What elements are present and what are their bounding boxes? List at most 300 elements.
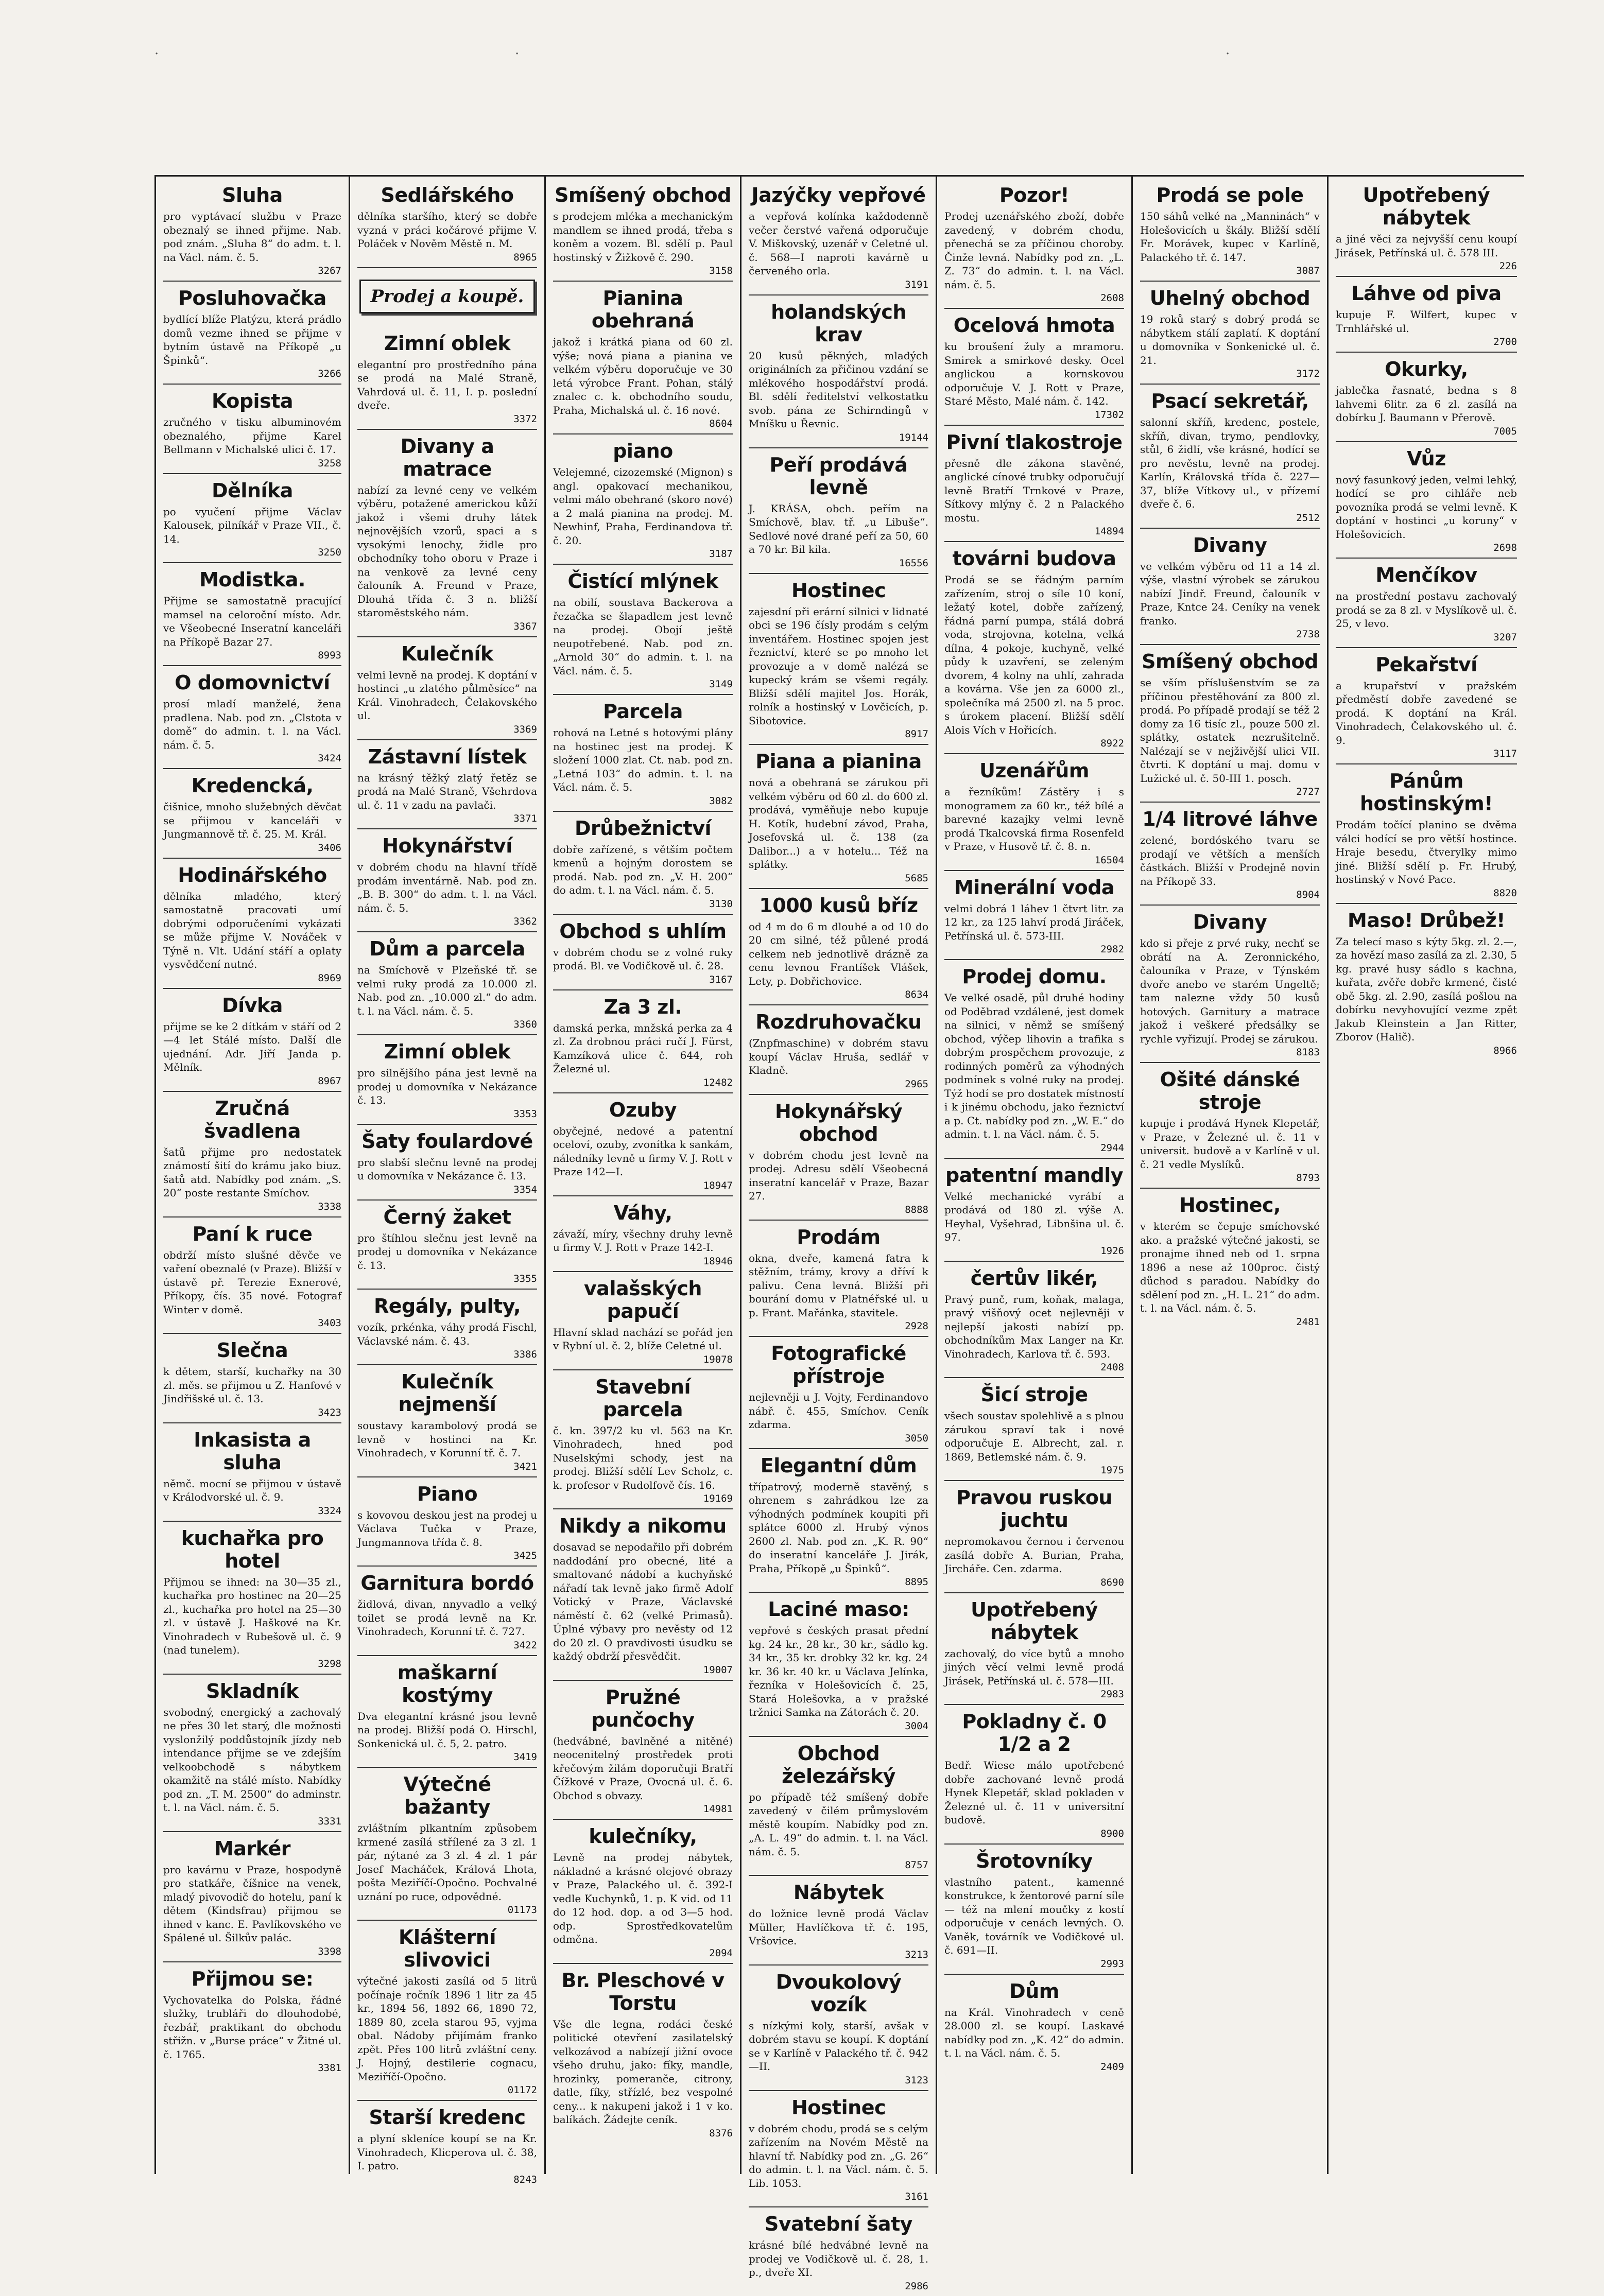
ad-text: všech soustav spolehlivě a s plnou zárukou spraví tak i nové odporučuje E. Albrecht, zal. r. 1869, Betlemské nám. č. 9. bbox=[944, 1410, 1124, 1463]
ad-number: 3191 bbox=[905, 279, 928, 290]
ad-text: němč. mocní se přijmou v ústavě v Králodvorské ul. č. 9. bbox=[163, 1477, 341, 1503]
classified-ad bbox=[357, 268, 537, 327]
ad-text: šatů přijme pro nedostatek známostí šití do krámu jako biuz. šatů atd. Nabídky pod znám. „S. 20“ poste restante Smíchov. bbox=[163, 1145, 341, 1199]
classified-ad bbox=[357, 932, 537, 1035]
ad-text: Dva elegantní krásné jsou levně na prodej. Bližší podá O. Hirschl, Sonkenická ul. č. 5, 2. patro. bbox=[357, 1710, 537, 1750]
ad-heading: Zimní oblek bbox=[384, 1040, 511, 1063]
ad-text: Velejemné, cizozemské (Mignon) s angl. opakovací mechanikou, velmi málo obehrané (skoro nové) a 2 malá pianina na prodej. M. Newhinf, Praha, Ferdinandova tř. č. 20. bbox=[553, 466, 733, 547]
ad-number: 8917 bbox=[905, 728, 928, 740]
classified-ad bbox=[357, 1921, 537, 2101]
ad-number: 2944 bbox=[1100, 1142, 1124, 1154]
ad-number: 8895 bbox=[905, 1576, 928, 1588]
ad-number: 3187 bbox=[709, 548, 733, 560]
ad-heading: Psací sekretář, bbox=[1151, 390, 1309, 412]
ad-heading: Kopista bbox=[211, 390, 294, 412]
classified-ad bbox=[163, 1423, 341, 1522]
ad-heading: Pekařství bbox=[1375, 653, 1477, 676]
classified-ad bbox=[944, 179, 1124, 309]
ad-number: 3423 bbox=[318, 1406, 341, 1418]
ad-number: 8900 bbox=[1100, 1828, 1124, 1839]
ad-heading: Pianina obehraná bbox=[591, 287, 695, 332]
ad-number: 8820 bbox=[1493, 887, 1517, 899]
classified-ad bbox=[553, 179, 733, 282]
ad-heading: maškarní kostýmy bbox=[397, 1661, 497, 1707]
ad-text: Prodej uzenářského zboží, dobře zavedený, v dobrém chodu, přenechá se za příčinou choroby. Činže levná. Nabídky pod zn. „L. Z. 73“ do admin. t. l. na Václ. nám. č. 5. bbox=[944, 210, 1124, 291]
ad-text: soustavy karambolový prodá se levně v hostinci na Kr. Vinohradech, v Korunní tř. č. 7. bbox=[357, 1419, 537, 1459]
ad-heading: Ozuby bbox=[609, 1098, 677, 1121]
ad-text: v dobrém chodu na hlavní třídě prodám inventárně. Nab. pod zn. „B. B. 300“ do adm. t. l. na Václ. nám. č. 5. bbox=[357, 861, 537, 914]
classified-ad bbox=[553, 1681, 733, 1820]
ad-number: 3425 bbox=[513, 1550, 537, 1561]
column-6 bbox=[1133, 177, 1329, 2174]
ad-text: pro vyptávací službu v Praze obeznalý se ihned přijme. Nab. pod znám. „Sluha 8“ do adm. t. l. na Václ. nám. č. 5. bbox=[163, 210, 341, 264]
ad-number: 2986 bbox=[905, 2280, 928, 2292]
ad-number: 1975 bbox=[1100, 1465, 1124, 1476]
classified-ad bbox=[553, 1370, 733, 1510]
ad-number: 3213 bbox=[905, 1949, 928, 1960]
ad-heading: Vůz bbox=[1407, 447, 1446, 470]
ad-number: 19169 bbox=[703, 1493, 733, 1504]
classified-ad bbox=[749, 179, 928, 295]
ad-text: damská perka, mnžská perka za 4 zl. Za drobnou práci ručí J. Fürst, Kamzíková ulice č. 644, roh Železné ul. bbox=[553, 1021, 733, 1075]
ad-number: 3158 bbox=[709, 265, 733, 276]
ad-number: 1926 bbox=[1100, 1245, 1124, 1257]
classified-ad bbox=[553, 1820, 733, 1964]
ad-heading: piano bbox=[613, 440, 673, 462]
classified-ad bbox=[749, 295, 928, 448]
classified-ad bbox=[553, 812, 733, 915]
ad-text: svobodný, energický a zachovalý ne přes 30 let starý, dle možnosti vyslonžilý poddůstojník jízdy neb intendance přijme se ve zdejším velkoobchodě s nábytkem okamžitě na stálé místo. Nabídky pod zn. „T. M. 2500“ do adminstr. t. l. na Václ. nám. č. 5. bbox=[163, 1706, 341, 1814]
ad-text: nová a obehraná se zárukou při velkém výběru od 60 zl. do 600 zl. prodává, vyměňuje nebo kupuje H. Kotík, hudební závod, Praha, Josefovská ul. č. 138 (za Dalibor...) a v hotelu... Též na splátky. bbox=[749, 776, 928, 871]
classified-ad bbox=[163, 1962, 341, 2078]
ad-number: 3381 bbox=[318, 2062, 341, 2074]
column-7 bbox=[1329, 177, 1524, 2174]
ad-number: 3266 bbox=[318, 368, 341, 379]
ad-text: a jiné věci za nejvyšší cenu koupí Jirásek, Petřínská ul. č. 578 III. bbox=[1336, 233, 1517, 259]
classified-ad bbox=[1336, 904, 1517, 1060]
ad-text: Hlavní sklad nachází se pořád jen v Rybní ul. č. 2, blíže Celetné ul. bbox=[553, 1326, 733, 1352]
ad-heading: Obchod železářský bbox=[782, 1742, 895, 1787]
classified-ad bbox=[163, 989, 341, 1092]
ad-text: zajesdní při erární silnici v lidnaté obci se 196 čísly prodám s celým inventářem. Hostinec spojen jest řeznictví, které se po mnoho let provozuje a v domě nalézá se kupecký krám se všemi regály. Bližší sdělí majitel Jos. Horák, rolník a hostinský v Lovčicích, p. Sibotovice. bbox=[749, 605, 928, 727]
classified-ad bbox=[163, 179, 341, 282]
ad-heading: Nábytek bbox=[793, 1881, 884, 1904]
classified-ad bbox=[749, 1449, 928, 1593]
ad-number: 3360 bbox=[513, 1019, 537, 1030]
ad-heading: Fotografické přístroje bbox=[771, 1342, 906, 1387]
ad-text: Levně na prodej nábytek, nákladné a krásné olejové obrazy v Praze, Palackého ul. č. 392-I vedle Kuchynků, 1. p. K vid. od 11 do 12 hod. dop. a od 3—5 hod. odp. Sprostředkovatelům odměna. bbox=[553, 1851, 733, 1945]
ad-text: 20 kusů pěkných, mladých originálních za přičinou vzdání se mlékového hospodářství prodá. Bl. sdělí ředitelství velkostatku svob. pána ze Schirndingů v Mníšku u Řevnic. bbox=[749, 349, 928, 430]
classified-ad bbox=[1336, 764, 1517, 904]
ad-number: 3258 bbox=[318, 457, 341, 469]
ad-number: 226 bbox=[1499, 260, 1517, 272]
classified-ad bbox=[749, 1737, 928, 1876]
ad-number: 3117 bbox=[1493, 748, 1517, 759]
ad-number: 2700 bbox=[1493, 336, 1517, 347]
ad-number: 2698 bbox=[1493, 542, 1517, 553]
ad-heading: Markér bbox=[214, 1837, 290, 1860]
classified-ad bbox=[357, 430, 537, 637]
classified-ad bbox=[163, 666, 341, 769]
ad-text: nejlevněji u J. Vojty, Ferdinandovo nábř. č. 455, Smíchov. Ceník zdarma. bbox=[749, 1391, 928, 1431]
ad-heading: Pokladny č. 0 1/2 a 2 bbox=[962, 1710, 1107, 1755]
ad-text: jablečka řasnaté, bedna s 8 lahvemi 6litr. za 6 zl. zasílá na dobírku J. Baumann v Přerově. bbox=[1336, 384, 1517, 424]
ad-number: 2983 bbox=[1100, 1689, 1124, 1700]
classified-page bbox=[154, 175, 1524, 2292]
ad-heading: Svatební šaty bbox=[765, 2213, 912, 2235]
ad-text: Prodám točící planino se dvěma válci hodící se pro větší hostince. Hraje besedu, čtverylky mimo jiné. Bližší sdělí p. Fr. Hrubý, hostinský v Nové Pace. bbox=[1336, 819, 1517, 885]
classified-ad bbox=[357, 637, 537, 740]
ad-heading: Váhy, bbox=[613, 1201, 672, 1224]
classified-ad bbox=[1140, 645, 1320, 803]
ad-number: 3369 bbox=[513, 723, 537, 735]
ad-heading: Sluha bbox=[222, 184, 283, 206]
ad-heading: Slečna bbox=[216, 1339, 288, 1362]
classified-ad bbox=[163, 563, 341, 666]
ad-text: (hedvábné, bavlněné a nitěné) neocenitelný prostředek proti křečovým žilám doporučuji Bratří Čížkové v Praze, Ovocná ul. č. 6. Obchod s obvazy. bbox=[553, 1734, 733, 1802]
ad-text: vozík, prkénka, váhy prodá Fischl, Václavské nám. č. 43. bbox=[357, 1321, 537, 1347]
ad-text: okna, dveře, kamená fatra k stěžním, trámy, krovy a dříví k palivu. Cena levná. Bližší při bourání domu v Platnéřské ul. u p. Frant. Mařánka, stavitele. bbox=[749, 1251, 928, 1319]
ad-text: po případě též smíšený dobře zavedený v čilém průmyslovém městě koupím. Nabídky pod zn. „A. L. 49“ do admin. t. l. na Václ. nám. č. 5. bbox=[749, 1790, 928, 1858]
ad-number: 8634 bbox=[905, 989, 928, 1000]
ad-text: zručného v tisku albuminovém obeznalého, přijme Karel Bellmann v Michalské ulici č. 17. bbox=[163, 416, 341, 456]
ad-number: 19078 bbox=[703, 1353, 733, 1365]
ad-number: 3419 bbox=[513, 1751, 537, 1763]
ad-number: 2409 bbox=[1100, 2061, 1124, 2073]
ad-text: se vším příslušenstvím se za příčinou přestěhování za 800 zl. prodá. Po případě prodají se též 2 domy za 16 tisíc zl., pouze 500 zl. splátky, ostatek nezrušitelně. Nalézají se v nejživější ulici VII. čtvrti. K doptání u maj. domu v Lužické ul. č. 50-III 1. posch. bbox=[1140, 676, 1320, 785]
ad-heading: Zástavní lístek bbox=[368, 745, 527, 768]
ad-heading: Hodinářského bbox=[178, 863, 327, 886]
classified-ad bbox=[163, 1217, 341, 1334]
ad-text: na prostřední postavu zachovalý prodá se za 8 zl. v Myslíkově ul. č. 25, v levo. bbox=[1336, 590, 1517, 630]
ad-text: k dětem, starší, kuchařky na 30 zl. měs. se přijmou u Z. Hanfové v Jindřišské ul. č. 13. bbox=[163, 1365, 341, 1405]
ad-number: 16556 bbox=[899, 557, 928, 569]
ad-heading: Divany bbox=[1193, 533, 1267, 556]
ad-number: 8922 bbox=[1100, 738, 1124, 749]
ad-number: 8969 bbox=[318, 972, 341, 984]
classified-ad bbox=[749, 1221, 928, 1337]
ad-text: a vepřová kolínka každodenně večer čerstvé vařená odporučuje V. Miškovský, uzenář v Celetné ul. č. 568—I naproti kavárně u červeného orla. bbox=[749, 210, 928, 277]
ad-heading: Prodej domu. bbox=[962, 965, 1107, 988]
classified-ad bbox=[944, 426, 1124, 543]
classified-ad bbox=[944, 309, 1124, 426]
ad-text: jakož i krátká piana od 60 zl. výše; nová piana a pianina ve velkém výběru doporučuje ve 30 letá výrobce Frant. Pohan, stálý znalec c. k. obchodního soudu, Praha, Michalská ul. č. 16 nové. bbox=[553, 336, 733, 416]
classified-ad bbox=[749, 1965, 928, 2091]
classified-ad bbox=[357, 1125, 537, 1201]
ad-text: nový fasunkový jeden, velmi lehký, hodící se pro cihláře neb povozníka prodá se velmi levně. K doptání v hostinci „u koruny“ v Holešovicích. bbox=[1336, 473, 1517, 541]
page-mark-left: · bbox=[154, 46, 159, 62]
ad-text: s prodejem mléka a mechanickým mandlem se ihned prodá, třeba s koněm a vozem. Bl. sdělí p. Paul hostinský v Žižkově č. 290. bbox=[553, 210, 733, 264]
ad-text: Pravý punč, rum, koňak, malaga, pravý višňový ocet nejlevněji v nejlepší jakosti nabízí pp. obchodníkům Max Langer na Kr. Vinohradech, Karlova tř. č. 593. bbox=[944, 1293, 1124, 1360]
ad-heading: Regály, pulty, bbox=[373, 1295, 521, 1317]
ad-heading: Ošité dánské stroje bbox=[1160, 1068, 1300, 1114]
classified-ad bbox=[944, 1705, 1124, 1845]
ad-text: dosavad se nepodařilo při dobrém naddodání pro obecné, lité a smaltované nádobí a kuchyňské nářadí tak levně jako firmě Adolf Votický v Praze, Václavské náměstí č. 62 (velké Primasů). Úplné výbavy pro nevěsty od 12 do 20 zl. O pravdivosti úsudku se každý obdrží přesvědčit. bbox=[553, 1541, 733, 1662]
ad-number: 2727 bbox=[1296, 786, 1320, 797]
ad-number: 2094 bbox=[709, 1947, 733, 1959]
ad-text: na obilí, soustava Backerova a řezačka se šlapadlem jest levně na prodej. Obojí ještě neupotřebené. Nab. pod zn. „Arnold 30“ do admin. t. l. na Václ. nám. č. 5. bbox=[553, 596, 733, 677]
classified-ad bbox=[553, 565, 733, 695]
ad-text: ku broušení žuly a mramoru. Smirek a smirkové desky. Ocel anglickou a kornskovou odporučuje V. J. Rott v Praze, Staré Město, Malé nám. č. 142. bbox=[944, 340, 1124, 407]
ad-text: dělníka mladého, který samostatně pracovati umí dobrými odporučeními vykázati se může přijme V. Nováček v Týně n. Vlt. Udání stáří a oplaty vysvědčení nutné. bbox=[163, 890, 341, 970]
ad-heading: Hokynářství bbox=[382, 834, 512, 857]
ad-number: 2993 bbox=[1100, 1958, 1124, 1970]
ad-heading: Upotřebený nábytek bbox=[1362, 184, 1490, 229]
ad-number: 2738 bbox=[1296, 629, 1320, 640]
ad-text: pro kavárnu v Praze, hospodyně pro statkáře, číšnice na venek, mladý pivovodič do hotelu, paní k dětem (Kindsfrau) přijmou se ihned v kanc. E. Pavlíkovského ve Spálené ul. Šilkův palác. bbox=[163, 1863, 341, 1944]
ad-text: vepřové s českých prasat přední kg. 24 kr., 28 kr., 30 kr., sádlo kg. 34 kr., 35 kr. drobky 32 kr. kg. 24 kr. 36 kr. 40 kr. u Václava Jelínka, řezníka v Holešovicích č. 25, Stará Holešovka, a v pražské tržnici Samka na Zátorách č. 20. bbox=[749, 1624, 928, 1718]
ad-number: 3161 bbox=[905, 2191, 928, 2202]
ad-number: 18946 bbox=[703, 1255, 733, 1267]
classified-ad bbox=[357, 740, 537, 830]
ad-heading: Kulečník bbox=[401, 642, 493, 665]
classified-ad bbox=[553, 1964, 733, 2143]
ad-number: 2512 bbox=[1296, 512, 1320, 524]
ad-text: kupuje i prodává Hynek Klepetář, v Praze, v Železné ul. č. 11 v universit. budově a v Karlíně v ul. č. 21 vedle Myslíků. bbox=[1140, 1117, 1320, 1171]
ad-number: 7005 bbox=[1493, 425, 1517, 437]
ad-number: 3250 bbox=[318, 547, 341, 558]
ad-heading: Kredencká, bbox=[191, 774, 314, 797]
ad-text: 19 roků starý s dobrý prodá se nábytkem stálí zaplatí. K doptání u domovníka v Sonkenické ul. č. 21. bbox=[1140, 313, 1320, 367]
ad-text: prosí mladí manželé, žena pradlena. Nab. pod zn. „Clstota v domě“ do admin. t. l. na Václ. nám. č. 5. bbox=[163, 698, 341, 751]
classified-ad bbox=[553, 915, 733, 990]
ad-number: 3298 bbox=[318, 1658, 341, 1669]
ad-heading: Paní k ruce bbox=[192, 1222, 313, 1245]
ad-number: 2982 bbox=[1100, 944, 1124, 955]
ad-text: a plyní skleníce koupí se na Kr. Vinohradech, Klicperova ul. č. 38, I. patro. bbox=[357, 2132, 537, 2172]
classified-ad bbox=[163, 474, 341, 564]
ad-number: 12482 bbox=[703, 1076, 733, 1088]
section-rubric: Prodej a koupě. bbox=[359, 280, 535, 314]
ad-text: pro silnějšího pána jest levně na prodej u domovníka v Nekázance č. 13. bbox=[357, 1067, 537, 1106]
ad-number: 3338 bbox=[318, 1201, 341, 1212]
classified-ad bbox=[553, 1093, 733, 1196]
ad-number: 18947 bbox=[703, 1179, 733, 1191]
ad-text: čišnice, mnoho služebných děvčat se přijmou v kanceláři v Jungmannově tř. č. 25. M. Král. bbox=[163, 801, 341, 840]
ad-number: 2965 bbox=[905, 1078, 928, 1090]
ad-number: 3004 bbox=[905, 1720, 928, 1732]
classified-ad bbox=[1140, 529, 1320, 646]
classified-ad bbox=[553, 1272, 733, 1370]
ad-text: závaží, míry, všechny druhy levně u firmy V. J. Rott v Praze 142-I. bbox=[553, 1227, 733, 1254]
classified-ad bbox=[944, 1159, 1124, 1262]
classified-ad bbox=[1336, 277, 1517, 353]
column-4 bbox=[741, 177, 937, 2292]
ad-number: 8183 bbox=[1296, 1047, 1320, 1058]
ad-number: 3386 bbox=[513, 1349, 537, 1360]
classified-ad bbox=[357, 1567, 537, 1656]
ad-heading: Parcela bbox=[603, 700, 683, 723]
ad-heading: 1/4 litrové láhve bbox=[1142, 808, 1318, 830]
ad-heading: Pružné punčochy bbox=[591, 1685, 695, 1731]
ad-text: zelené, bordóského tvaru se prodají ve větších a menších částkách. Bližší v Prodejně novin na Příkopě 33. bbox=[1140, 834, 1320, 888]
ad-heading: Výtečné bažanty bbox=[403, 1773, 491, 1818]
ad-text: na krásný těžký zlatý řetěz se prodá na Malé Straně, Všehrdova ul. č. 11 v zadu na pavlači. bbox=[357, 771, 537, 811]
classified-ad bbox=[357, 1365, 537, 1477]
classified-ad bbox=[163, 859, 341, 989]
ad-heading: Divany bbox=[1193, 911, 1267, 933]
classified-ad bbox=[357, 179, 537, 268]
ad-number: 8604 bbox=[709, 418, 733, 429]
ad-text: J. KRÁSA, obch. peřím na Smíchově, blav. tř. „u Libuše“. Sedlové nové drané peří za 50, 60 a 70 kr. Bil kila. bbox=[749, 502, 928, 555]
ad-heading: Starší kredenc bbox=[369, 2106, 526, 2129]
ad-heading: Rozdruhovačku bbox=[755, 1011, 922, 1033]
column-5 bbox=[937, 177, 1133, 2174]
ad-number: 3371 bbox=[513, 813, 537, 824]
ad-heading: Dům a parcela bbox=[369, 937, 525, 960]
ad-heading: Br. Pleschové v Torstu bbox=[561, 1969, 725, 2014]
ad-text: Přijmou se ihned: na 30—35 zl., kuchařka pro hostinec na 20—25 zl., kuchařka pro hotel na 25—30 zl. v ústavě J. Haškové na Kr. Vinohradech v Rubešově ul. č. 9 (nad tunelem). bbox=[163, 1575, 341, 1656]
ad-text: Velké mechanické vyrábí a prodává od 180 zl. výše A. Heyhal, Vyšehrad, Libnšina ul. č. 97. bbox=[944, 1190, 1124, 1243]
classified-ad bbox=[357, 1201, 537, 1290]
ad-heading: Uzenářům bbox=[979, 759, 1089, 782]
classified-ad bbox=[749, 448, 928, 574]
ad-number: 3398 bbox=[318, 1945, 341, 1957]
ad-text: na Král. Vinohradech v ceně 28.000 zl. se koupí. Laskavé nabídky pod zn. „K. 42“ do admin. t. l. na Václ. nám. č. 5. bbox=[944, 2006, 1124, 2059]
ad-heading: Okurky, bbox=[1385, 358, 1468, 380]
ad-text: (Znpfmaschine) v dobrém stavu koupí Václav Hruša, sedlář v Kladně. bbox=[749, 1037, 928, 1076]
ad-number: 17302 bbox=[1094, 409, 1124, 421]
ad-number: 8993 bbox=[318, 650, 341, 661]
ad-text: obyčejné, nedové a patentní oceloví, ozuby, zvonítka k sankám, náledníky levně u firmy V. J. Rott v Praze 142—I. bbox=[553, 1124, 733, 1178]
ad-heading: valašských papučí bbox=[584, 1277, 702, 1323]
ad-number: 14894 bbox=[1094, 526, 1124, 537]
ad-heading: Peří prodává levně bbox=[769, 453, 908, 499]
classified-ad bbox=[357, 829, 537, 932]
ad-heading: Hokynářský obchod bbox=[774, 1100, 903, 1145]
ad-text: a krupařství v pražském předměstí dobře zavedené se prodá. K doptání na Král. Vinohradech, Čelakovského ul. č. 9. bbox=[1336, 679, 1517, 746]
ad-number: 3207 bbox=[1493, 631, 1517, 643]
classified-ad bbox=[553, 695, 733, 812]
ad-heading: Upotřebený nábytek bbox=[971, 1598, 1098, 1644]
classified-ad bbox=[163, 385, 341, 474]
ad-heading: Láhve od piva bbox=[1351, 282, 1502, 305]
ad-heading: Stavební parcela bbox=[595, 1375, 691, 1421]
ad-number: 3367 bbox=[513, 620, 537, 632]
ad-number: 3267 bbox=[318, 265, 341, 276]
classified-ad bbox=[749, 1095, 928, 1221]
classified-ad bbox=[357, 1290, 537, 1365]
ad-heading: Černý žaket bbox=[383, 1205, 511, 1228]
ad-number: 8793 bbox=[1296, 1172, 1320, 1184]
ad-heading: Skladník bbox=[206, 1679, 299, 1702]
ad-text: přijme se ke 2 dítkám v stáří od 2—4 let Stálé místo. Další dle ujednání. Adr. Jiří Janda p. Mělník. bbox=[163, 1020, 341, 1073]
ad-number: 8904 bbox=[1296, 889, 1320, 900]
ad-text: do ložnice levně prodá Václav Müller, Havlíčkova tř. č. 195, Vršovice. bbox=[749, 1907, 928, 1947]
ad-heading: Kulečník nejmenší bbox=[398, 1370, 496, 1416]
ad-text: třípatrový, moderně stavěný, s ohrenem s zahrádkou lze za výhodných podmínek koupiti při splátce 6000 zl. Hrubý výnos 2600 zl. Nab. pod zn. „K. R. 90“ do inseratní kanceláře J. Jirák, Praha, Příkopě „u Špinků“. bbox=[749, 1480, 928, 1575]
ad-number: 3172 bbox=[1296, 368, 1320, 379]
ad-heading: patentní mandly bbox=[945, 1163, 1124, 1187]
ad-number: 3324 bbox=[318, 1505, 341, 1517]
ad-heading: Prodám bbox=[797, 1225, 881, 1248]
ad-number: 19007 bbox=[703, 1664, 733, 1676]
ad-text: vlastního patent., kamenné konstrukce, k žentorové parní síle — též na mlení moučky z kostí odporučuje v cenách levných. O. Vaněk, továrník ve Vodičkové ul. č. 691—II. bbox=[944, 1875, 1124, 1956]
ad-text: zachovalý, do více bytů a mnoho jiných věcí velmi levně prodá Jirásek, Petřínská ul. č. 578—III. bbox=[944, 1647, 1124, 1687]
ad-heading: Šaty foulardové bbox=[361, 1129, 533, 1153]
ad-number: 3050 bbox=[905, 1432, 928, 1444]
ad-heading: Ocelová hmota bbox=[953, 314, 1115, 337]
ad-number: 3403 bbox=[318, 1317, 341, 1329]
ad-heading: Modistka. bbox=[199, 568, 305, 591]
ad-number: 3167 bbox=[709, 973, 733, 985]
column-1 bbox=[154, 177, 350, 2174]
ad-heading: Piana a pianina bbox=[755, 750, 922, 773]
ad-heading: Dívka bbox=[222, 994, 283, 1017]
classified-ad bbox=[1140, 803, 1320, 906]
ad-text: salonní skříň, kredenc, postele, skříň, divan, trymo, pendlovky, stůl, 6 židlí, vše krásné, hodící se pro nevěstu, levně na prodej. Karlín, Královská třída č. 227—37, blíže Vítkovy ul., v přízemí dveře č. 6. bbox=[1140, 416, 1320, 510]
ad-number: 16504 bbox=[1094, 854, 1124, 866]
page-mark-right: · bbox=[1226, 46, 1230, 62]
ad-number: 3149 bbox=[709, 679, 733, 690]
ad-number: 3087 bbox=[1296, 265, 1320, 276]
classified-ad bbox=[553, 282, 733, 434]
ad-number: 01173 bbox=[507, 1904, 537, 1916]
ad-heading: Divany a matrace bbox=[400, 434, 494, 480]
classified-ad bbox=[163, 282, 341, 385]
classified-ad bbox=[944, 1481, 1124, 1593]
ad-text: židlová, divan, nnyvadlo a velký toilet se prodá levně na Kr. Vinohradech, Korunní tř. č. 727. bbox=[357, 1598, 537, 1638]
ad-text: Vychovatelka do Polska, řádné služky, trubláři do dlouhodobé, řezbář, praktikant do obchodu střižn. v „Burse práce“ v Žitné ul. č. 1765. bbox=[163, 1993, 341, 2061]
classified-ad bbox=[163, 1092, 341, 1217]
ad-heading: Zimní oblek bbox=[384, 332, 511, 355]
ad-text: Přijme se samostatně pracující mamsel na celoroční místo. Adr. ve Všeobecné Inseratní kanceláři na Příkopě Bazar 27. bbox=[163, 595, 341, 648]
ad-number: 8965 bbox=[513, 251, 537, 263]
ad-text: rohová na Letné s hotovými plány na hostinec jest na prodej. K složení 1000 zlat. Ct. nab. pod zn. „Letná 103“ do admin. t. l. na Václ. nám. č. 5. bbox=[553, 726, 733, 793]
classified-ad bbox=[357, 1656, 537, 1768]
ad-text: v dobrém chodu, prodá se s celým zařízením na Novém Městě na hlavní tř. Nabídky pod zn. „G. 26“ do admin. t. l. na Václ. nám. č. 5. Lib. 1053. bbox=[749, 2122, 928, 2189]
ad-heading: Prodá se pole bbox=[1156, 184, 1304, 206]
classified-ad bbox=[1336, 353, 1517, 442]
ad-heading: Garnitura bordó bbox=[360, 1572, 534, 1594]
ad-text: dělníka staršího, který se dobře vyzná v práci kočárové přijme V. Poláček v Nověm Městě n. M. bbox=[357, 210, 537, 250]
ad-heading: Čistící mlýnek bbox=[567, 570, 718, 593]
ad-number: 3422 bbox=[513, 1639, 537, 1651]
classified-ad bbox=[749, 889, 928, 1006]
ad-text: nabízí za levné ceny ve velkém výběru, potažené americkou kůží jakož i všemi druhy látek nejnovějších vzorů, spaci a s vysokými lenochy, židle pro obchodníky toho oboru v Praze i na venkově za levné ceny čalouník A. Freund v Praze, Dlouhá třída č. 3 n. bližší staroměstského nám. bbox=[357, 483, 537, 619]
ad-heading: Obchod s uhlím bbox=[559, 919, 727, 943]
ad-text: s kovovou deskou jest na prodej u Václava Tučka v Praze, Jungmannova třída č. 8. bbox=[357, 1508, 537, 1549]
classified-ad bbox=[749, 1337, 928, 1449]
ad-number: 19144 bbox=[899, 431, 928, 443]
classified-ad bbox=[163, 769, 341, 859]
ad-heading: Hostinec, bbox=[1179, 1194, 1281, 1216]
classified-ad bbox=[163, 1334, 341, 1423]
ad-text: ve velkém výběru od 11 a 14 zl. výše, vlastní výrobek se zárukou nabízí Jindř. Freund, čalouník v Praze, Kntce 24. Ceníky na venek franko. bbox=[1140, 560, 1320, 627]
classified-ad bbox=[163, 1675, 341, 1832]
column-2 bbox=[350, 177, 546, 2185]
classified-ad bbox=[944, 1262, 1124, 1379]
classified-ad bbox=[357, 327, 537, 430]
ad-heading: Minerální voda bbox=[954, 876, 1115, 899]
classified-ad bbox=[1140, 282, 1320, 385]
ad-heading: Menčíkov bbox=[1375, 564, 1477, 586]
ad-heading: Nikdy a nikomu bbox=[559, 1515, 727, 1537]
ad-text: přesně dle zákona stavěné, anglické cínové trubky odporučují levně Bratří Trnkové v Praze, Sítkovy mlýny č. 2 n Palackého mostu. bbox=[944, 457, 1124, 524]
ad-heading: O domovnictví bbox=[175, 671, 330, 694]
ad-heading: Klášterní slivovici bbox=[399, 1926, 496, 1971]
classified-ad bbox=[357, 1477, 537, 1567]
ad-number: 3123 bbox=[905, 2074, 928, 2086]
ad-text: bydlící blíže Platýzu, která prádlo domů vezme ihned se přijme v bytním ústavě na Příkopě „u Špinků“. bbox=[163, 313, 341, 367]
ad-text: Vše dle legna, rodáci české politické otevření zasilatelský velkozávod a nabízejí jižní ovoce všeho druhu, jako: fíky, mandle, hrozinky, pomeranče, citrony, datle, fíky, střízlé, bez vespolné ceny... k nakupeni jakož i 1 v ko. balíkách. Žádejte ceník. bbox=[553, 2017, 733, 2126]
ad-number: 14981 bbox=[703, 1803, 733, 1815]
classified-ad bbox=[1140, 906, 1320, 1063]
ad-text: a řezníkům! Zástěry i s monogramem za 60 kr., též bílé a barevné kazajky velmi levně prodá Tkalcovská firma Rosenfeld v Praze, v Husově tř. č. 8. n. bbox=[944, 786, 1124, 853]
ad-number: 3353 bbox=[513, 1108, 537, 1120]
classified-ad bbox=[553, 1509, 733, 1681]
ad-heading: Jazýčky vepřové bbox=[751, 184, 926, 206]
